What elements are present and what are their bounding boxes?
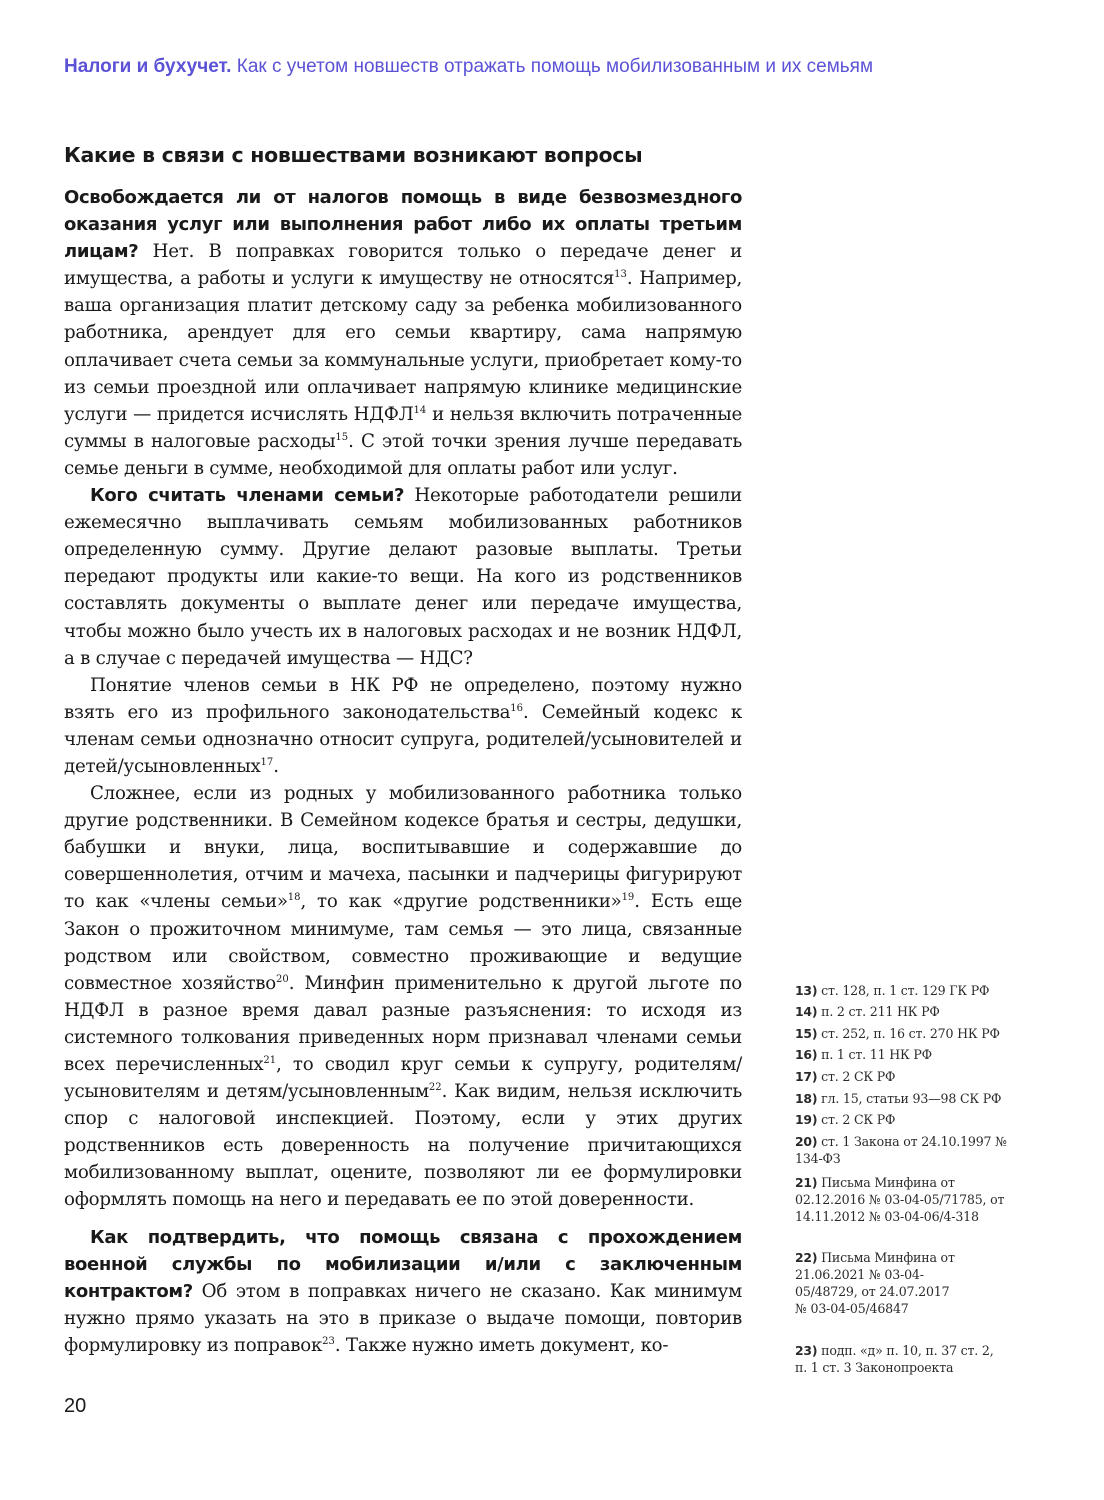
footnote-text: п. 1 ст. 11 НК РФ — [821, 1047, 932, 1062]
page-number: 20 — [64, 1395, 87, 1417]
section-title: Какие в связи с новшествами возникают вопросы — [64, 143, 643, 167]
question-3: Как подтвердить, что помощь связана с прохождением военной службы по мобилизации и/или с заключенным контрактом? — [64, 1226, 742, 1302]
paragraph-3 — [64, 672, 742, 780]
footnote-text: ст. 252, п. 16 ст. 270 НК РФ — [821, 1026, 1000, 1041]
footnote-18 — [795, 1090, 1035, 1107]
footnote-ref: 19 — [621, 892, 635, 904]
paragraph-text: . Минфин применительно к другой льготе по НДФЛ в разное время давал разные разъяснения: то исходя из системного толкования приведенных норм признавал членами семьи всех перечисленных — [64, 972, 742, 1075]
footnote-number: 21) — [795, 1175, 818, 1190]
footnote-23 — [795, 1342, 1000, 1376]
question-2: Кого считать членами семьи? — [90, 485, 405, 507]
paragraph-text: . Например, ваша организация платит детскому саду за ребенка мобилизованного работника, арендует для его семьи квартиру, сама напрямую оплачивает счета семьи за коммунальные услуги, приобретает кому-то из семьи проездной или оплачивает напрямую клинике медицинские услуги — придется исчислять НДФЛ — [64, 268, 742, 425]
footnote-ref: 15 — [335, 431, 349, 443]
footnote-ref: 18 — [287, 892, 301, 904]
footnote-15 — [795, 1025, 1035, 1042]
paragraph-text: Нет. В поправках говорится только о передаче денег и имущества, а работы и услуги к имуществу не относятся — [64, 241, 742, 290]
paragraph-text: , то сводил круг семьи к супругу, родителям/усыновителям и детям/усыновленным — [64, 1054, 742, 1103]
footnote-19 — [795, 1111, 1035, 1128]
footnote-text: подп. «д» п. 10, п. 37 ст. 2, п. 1 ст. 3 Законопроекта — [795, 1343, 994, 1375]
footnote-text: ст. 2 СК РФ — [821, 1112, 896, 1127]
footnote-text: Письма Минфина от 02.12.2016 № 03-04-05/71785, от 14.11.2012 № 03-04-06/4-318 — [795, 1175, 1005, 1224]
footnote-ref: 22 — [428, 1082, 442, 1094]
footnote-22 — [795, 1249, 955, 1317]
footnote-ref: 23 — [322, 1335, 335, 1347]
header-title: Как с учетом новшеств отражать помощь мобилизованным и их семьям — [236, 56, 874, 77]
footnote-text: ст. 2 СК РФ — [821, 1069, 896, 1084]
footnote-number: 22) — [795, 1250, 818, 1265]
paragraph-text: . Как видим, нельзя исключить спор с налоговой инспекцией. Поэтому, если у этих других родственников есть доверенность на получение причитающихся мобилизованному выплат, оцените, позволяют ли ее формулировки оформлять помощь на него и передавать ее по этой доверенности. — [64, 1081, 742, 1211]
footnote-number: 15) — [795, 1026, 818, 1041]
footnote-20 — [795, 1133, 1010, 1167]
paragraph-text: . Семейный кодекс к членам семьи однозначно относит супруга, родителей/усыновителей и детей/усыновленных — [64, 701, 742, 777]
header-section: Налоги и бухучет. — [64, 56, 232, 77]
footnote-number: 13) — [795, 983, 818, 998]
footnote-ref: 14 — [413, 404, 427, 416]
footnote-text: п. 2 ст. 211 НК РФ — [821, 1004, 940, 1019]
running-header — [64, 54, 1064, 80]
paragraph-text: Об этом в поправках ничего не сказано. Как минимум нужно прямо указать на это в приказе о выдаче помощи, повторив формулировку из поправок — [64, 1280, 742, 1356]
paragraph-text: Некоторые работодатели решили ежемесячно выплачивать семьям мобилизованных работников определенную сумму. Другие делают разовые выплаты. Третьи передают продукты или какие-то вещи. На кого из родственников составлять документы о выплате денег или передаче имущества, чтобы можно было учесть их в налоговых расходах и не возник НДФЛ, а в случае с передачей имущества — НДС? — [64, 485, 742, 669]
footnote-number: 20) — [795, 1134, 818, 1149]
footnote-number: 18) — [795, 1091, 818, 1106]
footnote-ref: 13 — [614, 269, 627, 281]
footnote-ref: 20 — [275, 973, 289, 985]
footnote-17 — [795, 1068, 1035, 1085]
paragraph-q1 — [64, 184, 742, 482]
paragraph-text: . С этой точки зрения лучше передавать семье деньги в сумме, необходимой для оплаты работ или услуг. — [64, 430, 743, 479]
paragraph-q3 — [64, 1224, 742, 1359]
footnote-number: 17) — [795, 1069, 818, 1084]
footnote-ref: 17 — [260, 756, 274, 768]
footnote-text: ст. 1 Закона от 24.10.1997 № 134-ФЗ — [795, 1134, 1007, 1166]
paragraph-text: , то как «другие родственники» — [300, 891, 622, 913]
article-body — [64, 184, 742, 1359]
footnote-16 — [795, 1046, 1035, 1063]
footnote-number: 14) — [795, 1004, 818, 1019]
footnote-21 — [795, 1174, 1020, 1225]
paragraph-text: и нельзя включить потраченные суммы в налоговые расходы — [64, 403, 742, 452]
footnote-number: 16) — [795, 1047, 818, 1062]
footnote-text: гл. 15, статьи 93—98 СК РФ — [821, 1091, 1002, 1106]
footnote-text: ст. 128, п. 1 ст. 129 ГК РФ — [821, 983, 990, 998]
paragraph-text: . Также нужно иметь документ, ко- — [334, 1334, 669, 1356]
footnote-number: 19) — [795, 1112, 818, 1127]
footnote-number: 23) — [795, 1343, 818, 1358]
paragraph-4 — [64, 780, 742, 1214]
footnote-14 — [795, 1003, 1035, 1020]
footnote-13 — [795, 982, 1035, 999]
paragraph-text: . — [273, 755, 279, 777]
footnote-text: Письма Минфина от 21.06.2021 № 03-04-05/48729, от 24.07.2017 № 03-04-05/46847 — [795, 1250, 955, 1316]
footnote-ref: 16 — [510, 702, 524, 714]
paragraph-text: Понятие членов семьи в НК РФ не определено, поэтому нужно взять его из профильного законодательства — [64, 674, 742, 723]
question-1: Освобождается ли от налогов помощь в виде безвозмездного оказания услуг или выполнения работ либо их оплаты третьим лицам? — [64, 187, 742, 263]
paragraph-text: . Есть еще Закон о прожиточном минимуме, там семья — это лица, связанные родством или свойством, совместно проживающие и ведущие совместное хозяйство — [64, 891, 742, 994]
paragraph-text: Сложнее, если из родных у мобилизованного работника только другие родственники. В Семейном кодексе братья и сестры, дедушки, бабушки и внуки, лица, воспитывавшие и содержавшие до совершеннолетия, отчим и мачеха, пасынки и падчерицы фигурируют то как «члены семьи» — [64, 783, 742, 913]
paragraph-q2 — [64, 482, 742, 672]
footnote-ref: 21 — [263, 1055, 277, 1066]
